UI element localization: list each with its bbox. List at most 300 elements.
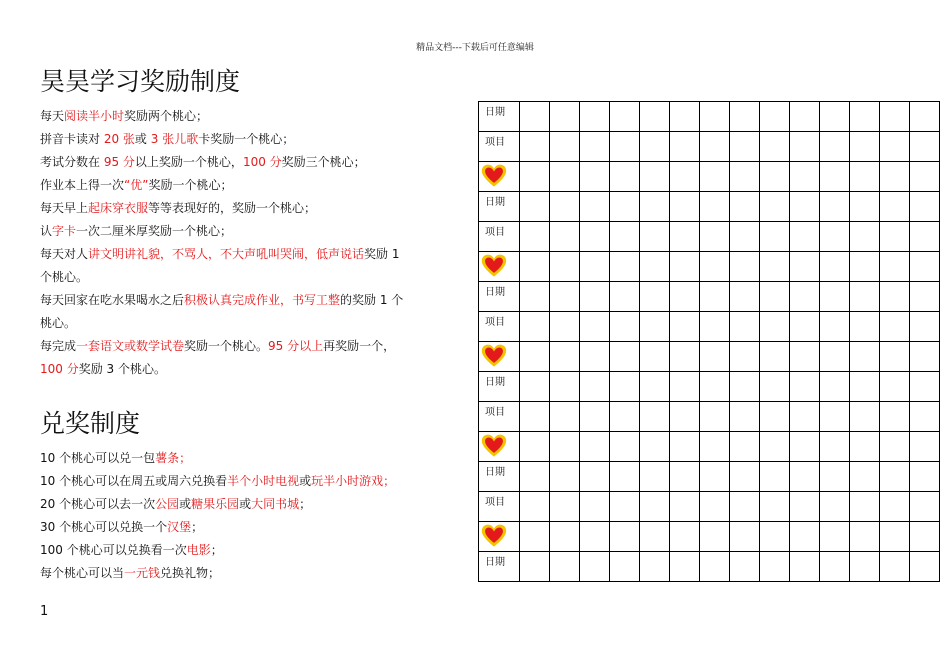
- tracker-cell[interactable]: [550, 522, 580, 552]
- date-label: 日期: [479, 552, 520, 582]
- rule-text: 10 个桃心可以兑一包: [40, 451, 156, 465]
- rule-line: [40, 335, 455, 358]
- tracker-row-item: [479, 132, 940, 162]
- tracker-cell[interactable]: [610, 282, 640, 312]
- heart-icon: [481, 253, 507, 279]
- tracker-cell[interactable]: [850, 132, 880, 162]
- tracker-cell[interactable]: [520, 492, 550, 522]
- tracker-cell[interactable]: [520, 312, 550, 342]
- tracker-cell[interactable]: [910, 432, 940, 462]
- tracker-cell[interactable]: [610, 252, 640, 282]
- tracker-row-item: [479, 402, 940, 432]
- tracker-cell[interactable]: [910, 282, 940, 312]
- rule-text: 认: [40, 224, 53, 238]
- tracker-cell[interactable]: [880, 372, 910, 402]
- tracker-row-date: [479, 462, 940, 492]
- tracker-row-date: [479, 372, 940, 402]
- heart-cell: [479, 252, 520, 282]
- tracker-cell[interactable]: [550, 402, 580, 432]
- tracker-cell[interactable]: [550, 492, 580, 522]
- tracker-cell[interactable]: [850, 432, 880, 462]
- highlight-text: 一套语文或数学试卷: [76, 339, 185, 353]
- tracker-cell[interactable]: [820, 372, 850, 402]
- tracker-cell[interactable]: [790, 522, 820, 552]
- tracker-cell[interactable]: [550, 102, 580, 132]
- date-label: 日期: [479, 102, 520, 132]
- tracker-cell[interactable]: [910, 102, 940, 132]
- rule-text: 等等表现好的，奖励一个桃心；: [148, 201, 317, 215]
- rule-line: [40, 358, 455, 381]
- tracker-cell[interactable]: [850, 372, 880, 402]
- tracker-cell[interactable]: [550, 432, 580, 462]
- rule-text: 或: [299, 474, 312, 488]
- tracker-cell[interactable]: [670, 402, 700, 432]
- tracker-cell[interactable]: [640, 432, 670, 462]
- tracker-cell[interactable]: [820, 132, 850, 162]
- rule-text: 10 个桃心可以在周五或周六兑换看: [40, 474, 228, 488]
- tracker-cell[interactable]: [760, 252, 790, 282]
- tracker-cell[interactable]: [520, 252, 550, 282]
- highlight-text: 大同书城: [251, 497, 300, 511]
- tracker-cell[interactable]: [550, 162, 580, 192]
- tracker-cell[interactable]: [730, 522, 760, 552]
- tracker-cell[interactable]: [520, 462, 550, 492]
- tracker-cell[interactable]: [910, 192, 940, 222]
- tracker-cell[interactable]: [820, 222, 850, 252]
- tracker-cell[interactable]: [820, 432, 850, 462]
- tracker-cell[interactable]: [700, 312, 730, 342]
- tracker-cell[interactable]: [580, 102, 610, 132]
- tracker-cell[interactable]: [700, 192, 730, 222]
- tracker-cell[interactable]: [670, 252, 700, 282]
- tracker-cell[interactable]: [700, 282, 730, 312]
- tracker-cell[interactable]: [790, 402, 820, 432]
- tracker-cell[interactable]: [850, 252, 880, 282]
- rule-text: 30 个桃心可以兑换一个: [40, 520, 168, 534]
- tracker-cell[interactable]: [760, 552, 790, 582]
- rule-text: 以上奖励一个桃心，: [134, 155, 243, 169]
- tracker-cell[interactable]: [670, 552, 700, 582]
- highlight-text: 字卡: [52, 224, 77, 238]
- tracker-cell[interactable]: [790, 222, 820, 252]
- rule-line: [40, 151, 455, 174]
- tracker-cell[interactable]: [640, 192, 670, 222]
- tracker-cell[interactable]: [580, 282, 610, 312]
- heart-cell: [479, 342, 520, 372]
- tracker-cell[interactable]: [850, 402, 880, 432]
- tracker-row-item: [479, 492, 940, 522]
- tracker-cell[interactable]: [790, 372, 820, 402]
- tracker-cell[interactable]: [790, 192, 820, 222]
- tracker-cell[interactable]: [640, 522, 670, 552]
- tracker-cell[interactable]: [550, 462, 580, 492]
- tracker-cell[interactable]: [670, 192, 700, 222]
- tracker-cell[interactable]: [730, 282, 760, 312]
- tracker-cell[interactable]: [910, 522, 940, 552]
- tracker-cell[interactable]: [910, 552, 940, 582]
- highlight-text: 积极认真完成作业，书写工整: [184, 293, 341, 307]
- rule-text: 每天: [40, 109, 65, 123]
- tracker-cell[interactable]: [910, 222, 940, 252]
- tracker-cell[interactable]: [610, 192, 640, 222]
- tracker-cell[interactable]: [880, 282, 910, 312]
- tracker-cell[interactable]: [610, 522, 640, 552]
- tracker-cell[interactable]: [580, 192, 610, 222]
- tracker-cell[interactable]: [670, 282, 700, 312]
- highlight-text: 电影: [186, 543, 211, 557]
- tracker-cell[interactable]: [700, 462, 730, 492]
- tracker-cell[interactable]: [820, 462, 850, 492]
- tracker-cell[interactable]: [850, 162, 880, 192]
- tracker-cell[interactable]: [910, 162, 940, 192]
- tracker-cell[interactable]: [610, 432, 640, 462]
- tracker-cell[interactable]: [910, 462, 940, 492]
- tracker-cell[interactable]: [790, 462, 820, 492]
- rule-text: 再奖励一个，: [323, 339, 396, 353]
- tracker-cell[interactable]: [850, 462, 880, 492]
- tracker-cell[interactable]: [700, 552, 730, 582]
- tracker-cell[interactable]: [610, 222, 640, 252]
- tracker-cell[interactable]: [580, 462, 610, 492]
- rule-line: [40, 470, 455, 493]
- tracker-cell[interactable]: [820, 282, 850, 312]
- tracker-cell[interactable]: [790, 492, 820, 522]
- tracker-cell[interactable]: [550, 312, 580, 342]
- highlight-text: 100 分: [242, 155, 282, 169]
- tracker-row-heart: [479, 162, 940, 192]
- tracker-cell[interactable]: [580, 552, 610, 582]
- tracker-cell[interactable]: [880, 492, 910, 522]
- tracker-cell[interactable]: [670, 132, 700, 162]
- highlight-text: “优”: [124, 178, 149, 192]
- tracker-cell[interactable]: [670, 492, 700, 522]
- tracker-cell[interactable]: [820, 252, 850, 282]
- rule-text: 或: [134, 132, 151, 146]
- tracker-cell[interactable]: [730, 552, 760, 582]
- tracker-cell[interactable]: [520, 402, 550, 432]
- tracker-cell[interactable]: [610, 492, 640, 522]
- tracker-cell[interactable]: [550, 132, 580, 162]
- tracker-cell[interactable]: [760, 222, 790, 252]
- tracker-cell[interactable]: [700, 372, 730, 402]
- tracker-cell[interactable]: [700, 252, 730, 282]
- tracker-cell[interactable]: [760, 162, 790, 192]
- tracker-cell[interactable]: [550, 342, 580, 372]
- rule-line: [40, 539, 455, 562]
- tracker-cell[interactable]: [850, 312, 880, 342]
- tracker-row-heart: [479, 522, 940, 552]
- tracker-cell[interactable]: [850, 492, 880, 522]
- tracker-cell[interactable]: [730, 222, 760, 252]
- tracker-cell[interactable]: [790, 552, 820, 582]
- tracker-cell[interactable]: [670, 222, 700, 252]
- tracker-cell[interactable]: [760, 312, 790, 342]
- page-number: 1: [40, 604, 49, 619]
- tracker-cell[interactable]: [730, 252, 760, 282]
- tracker-cell[interactable]: [520, 162, 550, 192]
- tracker-cell[interactable]: [640, 372, 670, 402]
- tracker-cell[interactable]: [760, 132, 790, 162]
- tracker-cell[interactable]: [880, 312, 910, 342]
- tracker-cell[interactable]: [880, 552, 910, 582]
- highlight-text: 玩半小时游戏；: [311, 474, 396, 488]
- tracker-cell[interactable]: [850, 222, 880, 252]
- tracker-cell[interactable]: [850, 552, 880, 582]
- exchange-rules-title: 兑奖制度: [40, 409, 141, 438]
- tracker-cell[interactable]: [580, 132, 610, 162]
- tracker-cell[interactable]: [640, 462, 670, 492]
- tracker-row-item: [479, 312, 940, 342]
- tracker-cell[interactable]: [610, 342, 640, 372]
- tracker-cell[interactable]: [730, 372, 760, 402]
- tracker-cell[interactable]: [640, 222, 670, 252]
- tracker-cell[interactable]: [910, 132, 940, 162]
- tracker-cell[interactable]: [700, 222, 730, 252]
- tracker-cell[interactable]: [790, 102, 820, 132]
- rule-text: 考试分数在: [40, 155, 104, 169]
- tracker-cell[interactable]: [580, 252, 610, 282]
- rule-text: 拼音卡读对: [40, 132, 104, 146]
- rule-text: 卡奖励一个桃心；: [198, 132, 295, 146]
- rule-line: [40, 105, 455, 128]
- tracker-cell[interactable]: [670, 342, 700, 372]
- tracker-cell[interactable]: [850, 102, 880, 132]
- tracker-cell[interactable]: [520, 132, 550, 162]
- tracker-cell[interactable]: [580, 432, 610, 462]
- tracker-cell[interactable]: [880, 162, 910, 192]
- tracker-cell[interactable]: [910, 312, 940, 342]
- tracker-cell[interactable]: [520, 102, 550, 132]
- tracker-cell[interactable]: [790, 342, 820, 372]
- tracker-cell[interactable]: [730, 402, 760, 432]
- tracker-cell[interactable]: [910, 402, 940, 432]
- tracker-cell[interactable]: [880, 522, 910, 552]
- heart-cell: [479, 162, 520, 192]
- tracker-cell[interactable]: [580, 222, 610, 252]
- tracker-cell[interactable]: [520, 282, 550, 312]
- tracker-cell[interactable]: [520, 432, 550, 462]
- tracker-cell[interactable]: [880, 252, 910, 282]
- tracker-cell[interactable]: [700, 342, 730, 372]
- tracker-cell[interactable]: [760, 372, 790, 402]
- tracker-cell[interactable]: [760, 402, 790, 432]
- tracker-cell[interactable]: [550, 222, 580, 252]
- tracker-cell[interactable]: [640, 552, 670, 582]
- tracker-cell[interactable]: [760, 192, 790, 222]
- tracker-cell[interactable]: [520, 522, 550, 552]
- tracker-cell[interactable]: [730, 102, 760, 132]
- heart-icon: [481, 343, 507, 369]
- tracker-cell[interactable]: [730, 492, 760, 522]
- rule-line: [40, 516, 455, 539]
- tracker-cell[interactable]: [850, 522, 880, 552]
- tracker-cell[interactable]: [880, 402, 910, 432]
- tracker-cell[interactable]: [610, 462, 640, 492]
- tracker-cell[interactable]: [580, 402, 610, 432]
- tracker-cell[interactable]: [760, 522, 790, 552]
- tracker-cell[interactable]: [520, 372, 550, 402]
- tracker-cell[interactable]: [610, 552, 640, 582]
- tracker-cell[interactable]: [550, 282, 580, 312]
- heart-cell: [479, 522, 520, 552]
- item-label: 项目: [479, 492, 520, 522]
- tracker-row-heart: [479, 252, 940, 282]
- rule-text: 奖励两个桃心；: [124, 109, 209, 123]
- tracker-cell[interactable]: [700, 132, 730, 162]
- rule-line: [40, 447, 455, 470]
- item-label: 项目: [479, 402, 520, 432]
- rule-text: 每天早上: [40, 201, 89, 215]
- tracker-cell[interactable]: [580, 522, 610, 552]
- tracker-row-date: [479, 102, 940, 132]
- tracker-cell[interactable]: [670, 522, 700, 552]
- tracker-cell[interactable]: [670, 312, 700, 342]
- tracker-cell[interactable]: [580, 342, 610, 372]
- tracker-cell[interactable]: [880, 462, 910, 492]
- rule-text: 奖励一个桃心。: [184, 339, 269, 353]
- rule-line: [40, 289, 455, 312]
- tracker-cell[interactable]: [760, 342, 790, 372]
- rule-text: 奖励 3 个桃心。: [78, 362, 166, 376]
- tracker-cell[interactable]: [610, 162, 640, 192]
- rule-text: 奖励三个桃心；: [281, 155, 366, 169]
- tracker-cell[interactable]: [790, 162, 820, 192]
- tracker-cell[interactable]: [730, 432, 760, 462]
- date-label: 日期: [479, 282, 520, 312]
- tracker-cell[interactable]: [610, 132, 640, 162]
- tracker-cell[interactable]: [790, 312, 820, 342]
- tracker-cell[interactable]: [910, 342, 940, 372]
- tracker-cell[interactable]: [880, 192, 910, 222]
- tracker-cell[interactable]: [820, 162, 850, 192]
- tracker-cell[interactable]: [580, 162, 610, 192]
- tracker-cell[interactable]: [610, 372, 640, 402]
- tracker-cell[interactable]: [700, 432, 730, 462]
- tracker-cell[interactable]: [850, 342, 880, 372]
- tracker-cell[interactable]: [670, 432, 700, 462]
- tracker-cell[interactable]: [670, 102, 700, 132]
- tracker-cell[interactable]: [610, 102, 640, 132]
- rule-text: ；: [191, 520, 204, 534]
- tracker-cell[interactable]: [700, 522, 730, 552]
- tracker-cell[interactable]: [880, 342, 910, 372]
- tracker-cell[interactable]: [550, 252, 580, 282]
- tracker-cell[interactable]: [820, 102, 850, 132]
- tracker-cell[interactable]: [550, 552, 580, 582]
- highlight-text: 公园: [155, 497, 180, 511]
- tracker-cell[interactable]: [820, 522, 850, 552]
- rule-text: 或: [179, 497, 192, 511]
- tracker-cell[interactable]: [730, 192, 760, 222]
- tracker-cell[interactable]: [790, 282, 820, 312]
- tracker-cell[interactable]: [640, 282, 670, 312]
- tracker-cell[interactable]: [640, 252, 670, 282]
- tracker-cell[interactable]: [700, 162, 730, 192]
- tracker-cell[interactable]: [610, 312, 640, 342]
- tracker-cell[interactable]: [820, 492, 850, 522]
- rule-text: 奖励 1: [364, 247, 400, 261]
- tracker-cell[interactable]: [760, 462, 790, 492]
- tracker-cell[interactable]: [700, 102, 730, 132]
- tracker-cell[interactable]: [760, 492, 790, 522]
- rule-line: [40, 266, 455, 289]
- tracker-cell[interactable]: [520, 342, 550, 372]
- tracker-cell[interactable]: [730, 132, 760, 162]
- tracker-cell[interactable]: [670, 162, 700, 192]
- tracker-cell[interactable]: [730, 462, 760, 492]
- document-header-note: 精品文档---下载后可任意编辑: [416, 43, 534, 53]
- rule-text: 每完成: [40, 339, 77, 353]
- tracker-cell[interactable]: [580, 372, 610, 402]
- highlight-text: 半个小时电视: [227, 474, 300, 488]
- rule-text: 每天对人: [40, 247, 89, 261]
- tracker-row-date: [479, 282, 940, 312]
- reward-rules-title: 昊昊学习奖励制度: [40, 67, 241, 96]
- tracker-cell[interactable]: [910, 252, 940, 282]
- tracker-cell[interactable]: [640, 132, 670, 162]
- tracker-cell[interactable]: [760, 432, 790, 462]
- rule-text: 20 个桃心可以去一次: [40, 497, 156, 511]
- highlight-text: 起床穿衣服: [88, 201, 149, 215]
- tracker-cell[interactable]: [790, 252, 820, 282]
- tracker-cell[interactable]: [640, 102, 670, 132]
- tracker-cell[interactable]: [730, 342, 760, 372]
- tracker-cell[interactable]: [700, 492, 730, 522]
- tracker-cell[interactable]: [910, 372, 940, 402]
- tracker-cell[interactable]: [850, 192, 880, 222]
- rule-text: 一次二厘米厚奖励一个桃心；: [76, 224, 233, 238]
- tracker-cell[interactable]: [640, 162, 670, 192]
- tracker-cell[interactable]: [850, 282, 880, 312]
- tracker-cell[interactable]: [790, 432, 820, 462]
- tracker-cell[interactable]: [640, 312, 670, 342]
- date-label: 日期: [479, 372, 520, 402]
- tracker-cell[interactable]: [730, 162, 760, 192]
- tracker-cell[interactable]: [580, 492, 610, 522]
- rule-text: 作业本上得一次: [40, 178, 125, 192]
- tracker-cell[interactable]: [640, 492, 670, 522]
- tracker-cell[interactable]: [610, 402, 640, 432]
- tracker-cell[interactable]: [670, 462, 700, 492]
- tracker-cell[interactable]: [880, 102, 910, 132]
- tracker-cell[interactable]: [550, 372, 580, 402]
- tracker-cell[interactable]: [520, 552, 550, 582]
- tracker-cell[interactable]: [820, 402, 850, 432]
- tracker-cell[interactable]: [820, 192, 850, 222]
- tracker-cell[interactable]: [580, 312, 610, 342]
- tracker-cell[interactable]: [880, 132, 910, 162]
- rule-text: 个桃心。: [40, 270, 89, 284]
- tracker-cell[interactable]: [820, 552, 850, 582]
- tracker-cell[interactable]: [640, 402, 670, 432]
- tracker-cell[interactable]: [790, 132, 820, 162]
- tracker-cell[interactable]: [880, 222, 910, 252]
- tracker-cell[interactable]: [520, 192, 550, 222]
- tracker-cell[interactable]: [730, 312, 760, 342]
- tracker-cell[interactable]: [670, 372, 700, 402]
- tracker-cell[interactable]: [760, 282, 790, 312]
- tracker-cell[interactable]: [550, 192, 580, 222]
- tracker-cell[interactable]: [880, 432, 910, 462]
- tracker-cell[interactable]: [820, 342, 850, 372]
- tracker-cell[interactable]: [760, 102, 790, 132]
- tracker-cell[interactable]: [910, 492, 940, 522]
- tracker-cell[interactable]: [820, 312, 850, 342]
- tracker-cell[interactable]: [520, 222, 550, 252]
- tracker-cell[interactable]: [700, 402, 730, 432]
- item-label: 项目: [479, 312, 520, 342]
- tracker-cell[interactable]: [640, 342, 670, 372]
